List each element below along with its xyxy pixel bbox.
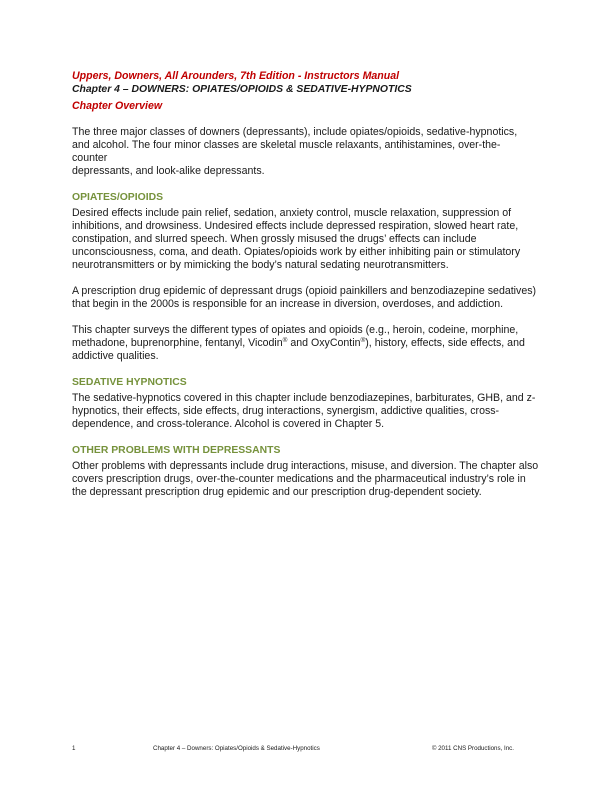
intro-line-2: and alcohol. The four minor classes are skeletal muscle relaxants, antihistamines, over-the-: [72, 139, 501, 151]
opiates-paragraph-3-part-b: and OxyContin: [287, 337, 361, 349]
spacer: [72, 363, 540, 376]
footer-chapter: Chapter 4 – Downers: Opiates/Opioids & Sedative-Hypnotics: [153, 745, 320, 752]
page-number: 1: [72, 745, 76, 752]
intro-paragraph: [72, 126, 540, 178]
sedatives-paragraph: The sedative-hypnotics covered in this chapter include benzodiazepines, barbiturates, GHB, and z-hypnotics, their effects, side effects, drug interactions, synergism, addictive qualities, cross-dependence, and cross-tolerance. Alcohol is covered in Chapter 5.: [72, 392, 536, 430]
spacer: [72, 431, 540, 444]
opiates-heading: OPIATES/OPIOIDS: [72, 192, 164, 203]
spacer: [72, 311, 540, 324]
opiates-paragraph-2: A prescription drug epidemic of depressant drugs (opioid painkillers and benzodiazepine sedatives) that begin in the 2000s is responsible for an increase in diversion, overdoses, and addiction.: [72, 285, 537, 310]
footer-copyright: © 2011 CNS Productions, Inc.: [431, 745, 514, 752]
registered-mark: ®: [360, 337, 366, 344]
chapter-overview-label: Chapter Overview: [72, 100, 163, 112]
other-heading: OTHER PROBLEMS WITH DEPRESSANTS: [72, 445, 281, 456]
intro-line-1: The three major classes of downers (depressants), include opiates/opioids, sedative-hypnotics,: [72, 126, 518, 138]
opiates-paragraph-3: [72, 324, 540, 363]
opiates-paragraph-3-part-c: ), history, effects, side effects, and addictive qualities.: [72, 337, 525, 362]
registered-mark: ®: [282, 337, 288, 344]
intro-line-4: depressants, and look-alike depressants.: [72, 165, 265, 177]
intro-line-3: counter: [72, 152, 108, 164]
book-title: Uppers, Downers, All Arounders, 7th Edition - Instructors Manual: [72, 70, 400, 82]
opiates-paragraph-3-part-a: This chapter surveys the different types of opiates and opioids (e.g., heroin, codeine, morphine, methadone, buprenorphine, fentanyl, Vicodin: [72, 324, 519, 349]
chapter-title: Chapter 4 – DOWNERS: OPIATES/OPIOIDS & SEDATIVE-HYPNOTICS: [72, 84, 412, 95]
other-paragraph: Other problems with depressants include drug interactions, misuse, and diversion. The chapter also covers prescription drugs, over-the-counter medications and the pharmaceutical industry’s role in the depressant prescription drug epidemic and our prescription drug-dependent society.: [72, 460, 539, 498]
spacer: [72, 113, 540, 126]
spacer: [72, 178, 540, 191]
page-content: [72, 70, 540, 499]
sedatives-heading: SEDATIVE HYPNOTICS: [72, 377, 187, 388]
spacer: [72, 272, 540, 285]
opiates-paragraph-1: Desired effects include pain relief, sedation, anxiety control, muscle relaxation, suppression of inhibitions, and drowsiness. Undesired effects include depressed respiration, slowed heart rate, constipation, and slurred speech. When grossly misused the drugs’ effects can include unconsciousness, coma, and death. Opiates/opioids work by either inhibiting pain or stimulatory neurotransmitters or by mimicking the body’s natural sedating neurotransmitters.: [72, 207, 521, 271]
